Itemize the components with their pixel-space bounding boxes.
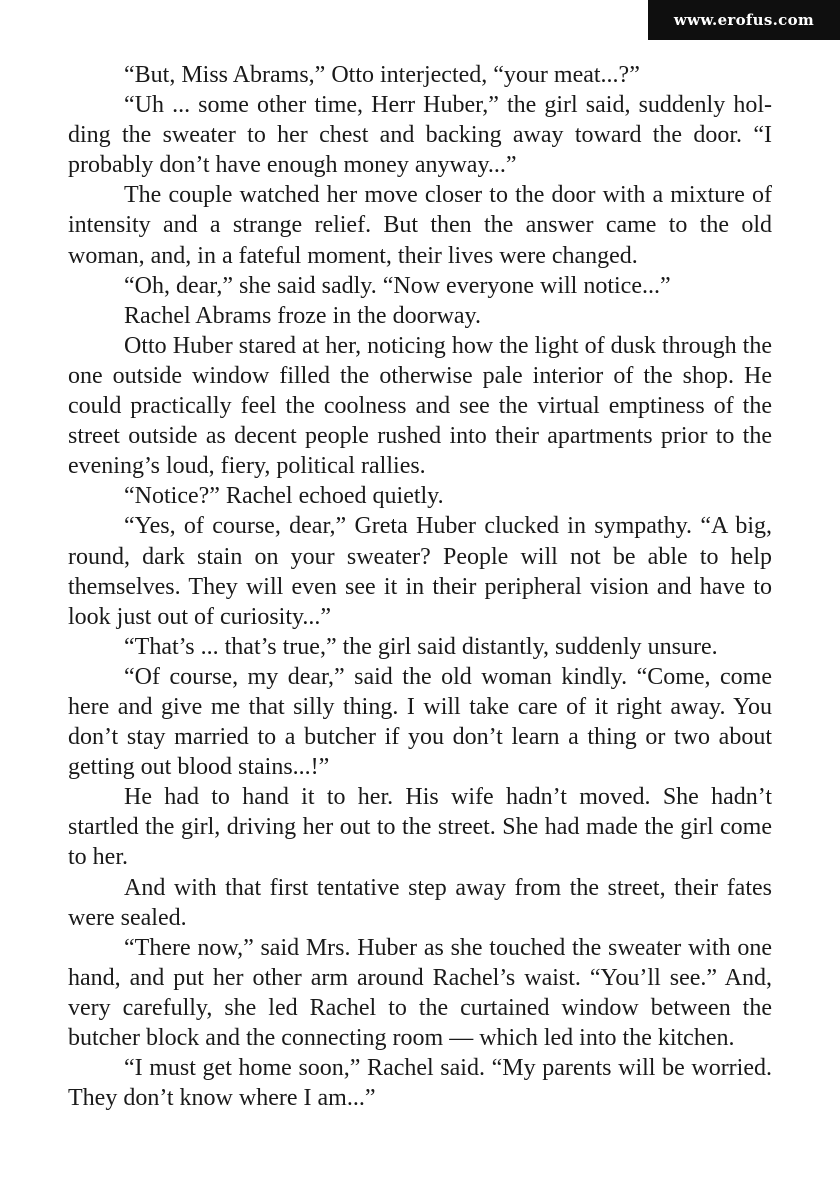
paragraph: And with that first tentative step away from the street, their fates were sealed. (68, 874, 772, 931)
paragraph: “Of course, my dear,” said the old woman kindly. “Come, come here and give me that silly thing. I will take care of it right away. You don’t stay married to a butcher if you don’t learn a thing or two about getting out blood stains...!” (68, 663, 772, 781)
paragraph: The couple watched her move closer to the door with a mixture of intensity and a strange relief. But then the answer came to the old woman, and, in a fateful moment, their lives were changed. (68, 182, 772, 269)
paragraph: “There now,” said Mrs. Huber as she touched the sweater with one hand, and put her other arm around Rachel’s waist. “You’ll see.” And, very carefully, she led Rachel to the curtained window between the butcher block and the connecting room — which led into the kitchen. (68, 934, 772, 1051)
page-body (68, 60, 772, 1113)
paragraph: “That’s ... that’s true,” the girl said distantly, suddenly unsure. (124, 633, 718, 660)
paragraph: “Yes, of course, dear,” Greta Huber clucked in sympathy. “A big, round, dark stain on your sweater? People will not be able to help themselves. They will even see it in their peripheral vision and have to look just out of curiosity...” (68, 513, 772, 630)
watermark-banner (648, 0, 840, 40)
paragraph: Rachel Abrams froze in the doorway. (124, 302, 481, 329)
paragraph: “But, Miss Abrams,” Otto interjected, “your meat...?” (124, 62, 640, 88)
paragraph: “I must get home soon,” Rachel said. “My parents will be worried. They don’t know where I am...” (68, 1055, 772, 1112)
paragraph: Otto Huber stared at her, noticing how the light of dusk through the one outside window filled the otherwise pale interior of the shop. He could practically feel the coolness and see the virtual emptiness of the street outside as decent people rushed into their apartments prior to the evening’s loud, fiery, political rallies. (68, 332, 772, 480)
paragraph: “Notice?” Rachel echoed quietly. (124, 483, 444, 510)
paragraph: “Oh, dear,” she said sadly. “Now everyone will notice...” (124, 272, 671, 299)
paragraph: “Uh ... some other time, Herr Huber,” the girl said, suddenly holding the sweater to her chest and backing away toward the door. “I probably don’t have enough money anyway...” (68, 92, 772, 179)
watermark-text: www.erofus.com (673, 11, 815, 29)
paragraph: He had to hand it to her. His wife hadn’t moved. She hadn’t startled the girl, driving her out to the street. She had made the girl come to her. (68, 784, 772, 871)
